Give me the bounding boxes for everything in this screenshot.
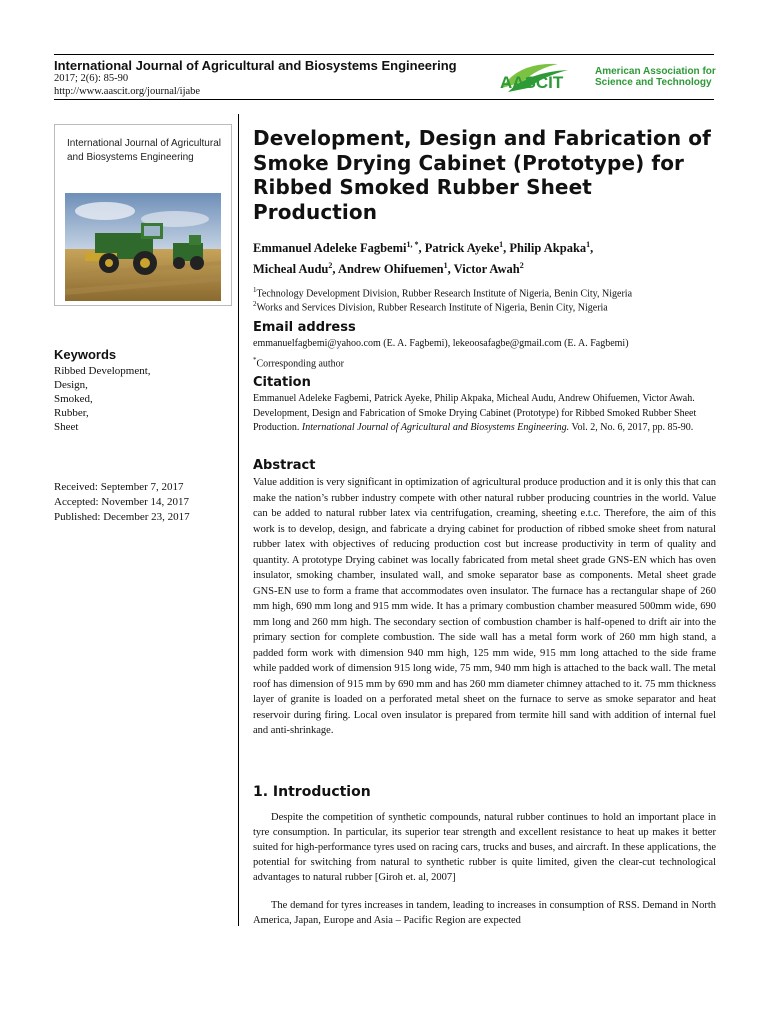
keyword-item: Smoked, (54, 393, 93, 405)
keyword-item: Rubber, (54, 407, 89, 419)
author-list: Emmanuel Adeleke Fagbemi$^{1, *}$, Patrick Ayeke$^1$, Philip Akpaka$^1$, Micheal Audu$^2$, Andrew Ohifuemen$^1$, Victor Awah$^2$ (253, 240, 594, 277)
author-sup: 1 (586, 240, 591, 249)
introduction-heading: 1. Introduction (253, 784, 371, 800)
author-name: Victor Awah (453, 262, 520, 277)
column-divider (238, 114, 239, 926)
author-sup: 1 (443, 261, 448, 271)
abstract-heading: Abstract (253, 458, 316, 473)
association-name: American Association for Science and Technology (595, 66, 716, 88)
received-date: Received: September 7, 2017 (54, 481, 184, 493)
harvester-image-icon (65, 193, 221, 301)
author-sup: 1, * (406, 240, 419, 249)
accepted-date: Accepted: November 14, 2017 (54, 496, 190, 508)
affiliation-1: $^1$Technology Development Division, Rubber Research Institute of Nigeria, Benin City, Nigeria (253, 286, 633, 300)
keyword-item: Design, (54, 379, 88, 391)
author-sup: 2 (519, 261, 524, 271)
corresponding-note: *Corresponding author (253, 356, 344, 370)
author-name: Philip Akpaka (509, 241, 587, 256)
logo-text: AASCIT (500, 73, 564, 92)
journal-issue: 2017; 2(6): 85-90 (54, 73, 129, 84)
keyword-item: Ribbed Development, (54, 365, 151, 377)
journal-title: International Journal of Agricultural and Biosystems Engineering (54, 58, 457, 73)
intro-paragraph-2: The demand for tyres increases in tandem, leading to increases in consumption of RSS. Demand in North America, Japan, Europe and Asia – Pacific Region are expected (253, 900, 716, 926)
aascit-logo-icon (498, 58, 590, 98)
affiliation-2: $^2$Works and Services Division, Rubber Research Institute of Nigeria, Benin City, Nigeria (253, 300, 608, 314)
header-bottom-rule (54, 99, 714, 100)
journal-url-link[interactable]: http://www.aascit.org/journal/ijabe (54, 86, 201, 97)
keyword-item: Sheet (54, 421, 79, 433)
keywords-heading: Keywords (54, 347, 117, 362)
cover-title: International Journal of Agricultural and Biosystems Engineering (67, 138, 221, 163)
author-name: Micheal Audu (253, 262, 329, 277)
author-name: Emmanuel Adeleke Fagbemi (253, 241, 407, 256)
intro-paragraph-1: Despite the competition of synthetic compounds, natural rubber continues to hold an important place in tyre consumption. In particular, its superior tear strength and excellent resistance to heat up makes it better suited for high-performance tyres used on racing cars, trucks and buses, and aircraft. In these applications, the potential for switching from natural to synthetic rubber is quite limited, given the clear-cut technological advantages to natural rubber [Giroh et. al, 2007] (253, 812, 716, 883)
email-heading: Email address (253, 320, 356, 335)
author-name: Patrick Ayeke (424, 241, 500, 256)
citation-text: Emmanuel Adeleke Fagbemi, Patrick Ayeke, Philip Akpaka, Micheal Audu, Andrew Ohifuemen, Victor Awah. Development, Design and Fabrication of Smoke Drying Cabinet (Prototype) for Ribbed Smoked Rubber Sheet Production. International Journal of Agricultural and Biosystems Engineering. Vol. 2, No. 6, 2017, pp. 85-90. (253, 393, 697, 433)
paper-title: Development, Design and Fabrication of Smoke Drying Cabinet (Prototype) for Ribbed Smoked Rubber Sheet Production (253, 126, 711, 224)
email-addresses[interactable]: emmanuelfagbemi@yahoo.com (E. A. Fagbemi), lekeoosafagbe@gmail.com (E. A. Fagbemi) (253, 338, 629, 349)
author-sup: 2 (328, 261, 333, 271)
published-date: Published: December 23, 2017 (54, 511, 190, 523)
author-name: Andrew Ohifuemen (337, 262, 444, 277)
abstract-text: Value addition is very significant in optimization of agricultural produce production and it is only this that can make the nation’s rubber industry compete with other natural rubber producing countries in the world. Value can be added to natural rubber latex via centrifugation, creaming, sheeting e.t.c. Therefore, the aim of this work is to develop, design, and fabricate a drying cabinet for production of ribbed smoke sheet from natural rubber latex with objectives of reducing production cost but increase productivity in term of quality and quantity. A prototype Drying cabinet was locally fabricated from metal sheet grade GNS-EN which has oven insulator, smoking chamber, insulated wall, and smoke separator base as components. Metal sheet grade GNS-EN use to form a frame that accommodates oven insulator. The furnace has a rectangular shape of 260 mm high, 690 mm long and 915 mm wide. It has a primary combustion chamber measured 500mm wide, 690 mm long and 260 mm high. The secondary section of combustion chamber is half-opened to drift air into the primary section for complete combustion. The side wall has a metal form work of 260 mm high stand, a padded form work with dimension 940 mm high, 125 mm wide, 915 mm long attached to the side frame while padded work of dimension 915 long wide, 75 mm, 940 mm high is attached to the back wall. The metal roof has dimension of 915 mm by 690 mm and has 260 mm diameter chimney attached to it. 75 mm thickness layer of granite is loaded on a perforated metal sheet on the furnace to serve as smoke separator and heat reservoir during firing. Local oven insulator is prepared from termite hill sand with addition of internal fuel and anti-shrinkage. (253, 477, 716, 736)
citation-journal: International Journal of Agricultural and Biosystems Engineering. (301, 422, 570, 433)
header-top-rule (54, 54, 714, 55)
journal-cover (54, 124, 232, 306)
citation-heading: Citation (253, 375, 311, 390)
author-sup: 1 (499, 240, 504, 249)
